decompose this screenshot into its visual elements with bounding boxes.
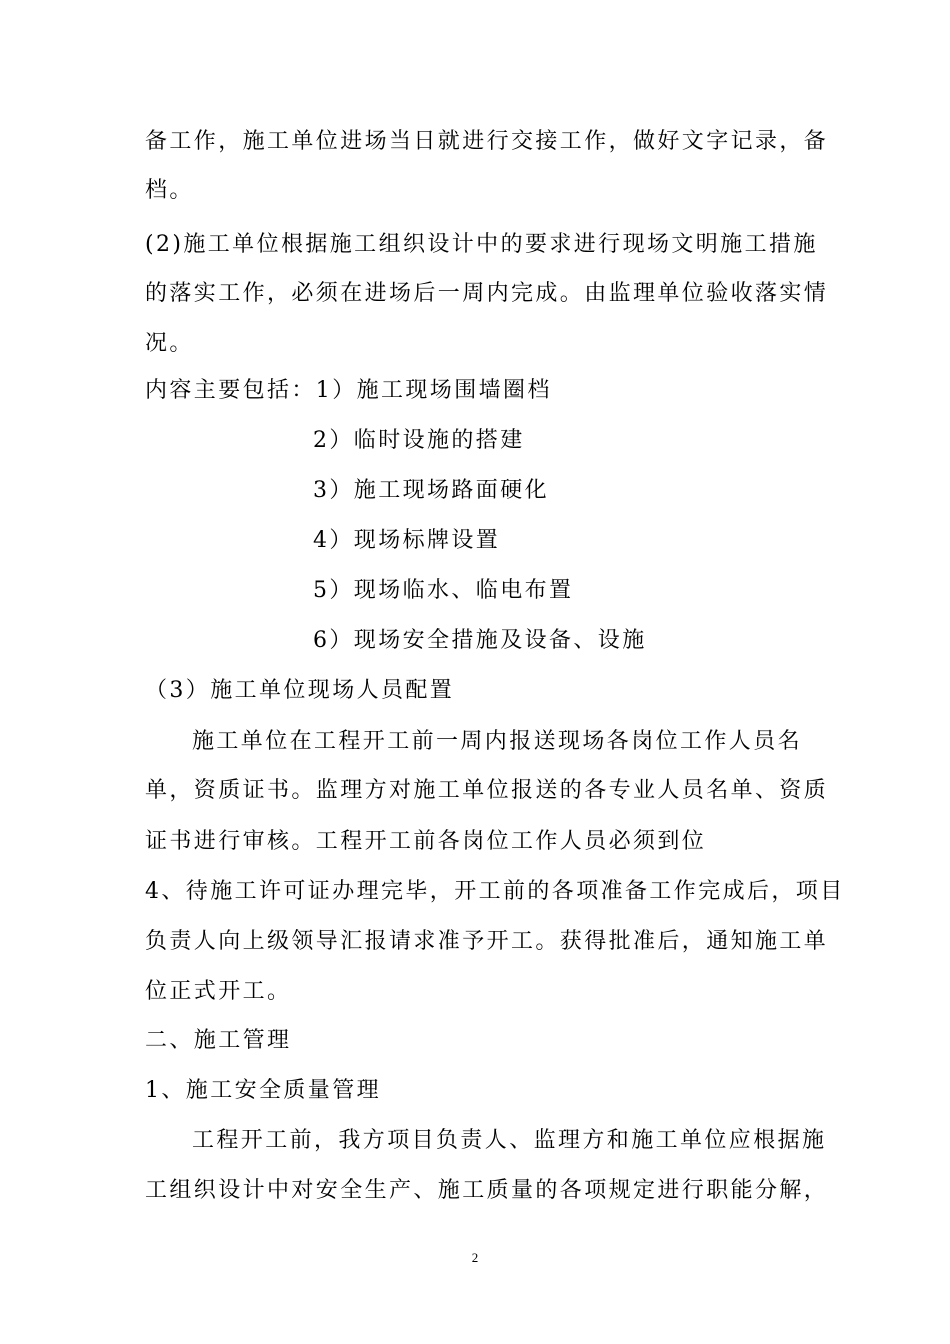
- section-heading: 1、施工安全质量管理: [145, 1078, 381, 1103]
- text-line: 工组织设计中对安全生产、施工质量的各项规定进行职能分解，: [145, 1178, 829, 1203]
- list-intro: 内容主要包括：1）施工现场围墙圈档: [145, 378, 552, 403]
- text-line: 单，资质证书。监理方对施工单位报送的各专业人员名单、资质: [145, 778, 829, 803]
- text-line: 备工作，施工单位进场当日就进行交接工作，做好文字记录，备: [145, 129, 829, 154]
- text-line: 况。: [145, 331, 194, 356]
- list-item: 3）施工现场路面硬化: [313, 478, 549, 503]
- text-line: 负责人向上级领导汇报请求准予开工。获得批准后，通知施工单: [145, 929, 829, 954]
- list-item: 4）现场标牌设置: [313, 528, 501, 553]
- text-line: 的落实工作，必须在进场后一周内完成。由监理单位验收落实情: [145, 281, 829, 306]
- text-line: 施工单位在工程开工前一周内报送现场各岗位工作人员名: [192, 729, 803, 754]
- text-line: 工程开工前，我方项目负责人、监理方和施工单位应根据施: [192, 1128, 827, 1153]
- text-line: 证书进行审核。工程开工前各岗位工作人员必须到位: [145, 829, 707, 854]
- text-line: 档。: [145, 178, 194, 203]
- list-item: 2）临时设施的搭建: [313, 428, 525, 453]
- text-line: (2)施工单位根据施工组织设计中的要求进行现场文明施工措施: [145, 232, 818, 257]
- section-heading: 二、施工管理: [145, 1028, 292, 1053]
- list-item: 5）现场临水、临电布置: [313, 578, 574, 603]
- text-line: 4、待施工许可证办理完毕，开工前的各项准备工作完成后，项目: [145, 879, 845, 904]
- text-line: 位正式开工。: [145, 979, 292, 1004]
- list-item: 6）现场安全措施及设备、设施: [313, 628, 647, 653]
- page-number: 2: [471, 1250, 479, 1265]
- section-heading: （3）施工单位现场人员配置: [145, 678, 455, 703]
